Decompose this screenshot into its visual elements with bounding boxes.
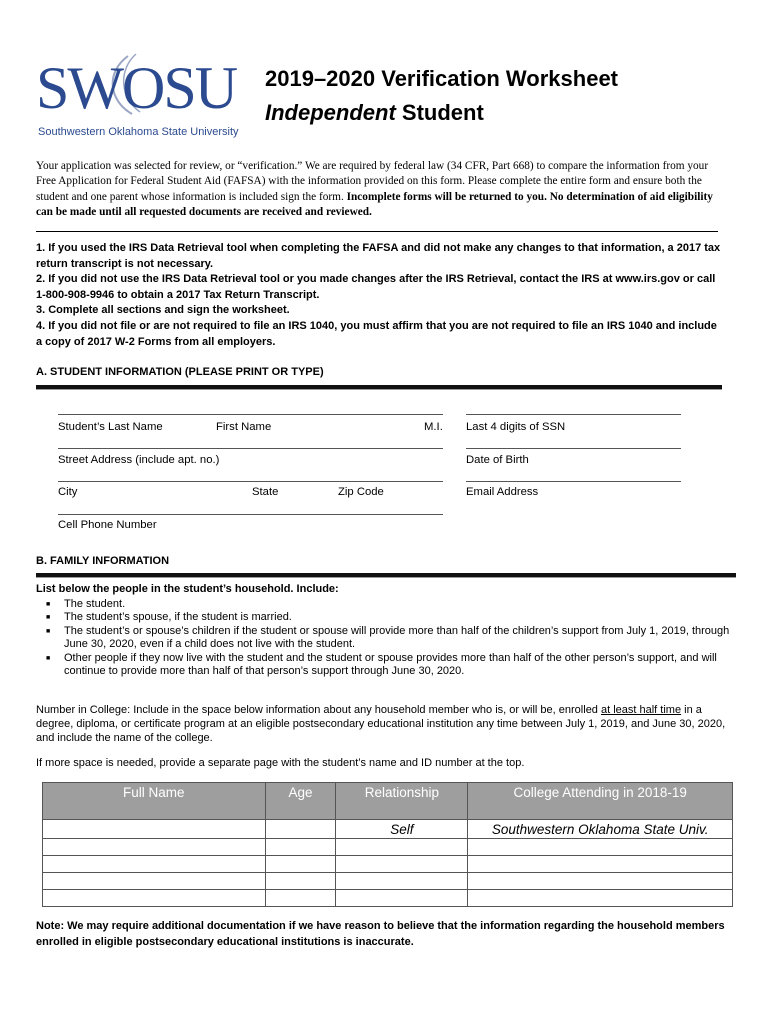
household-list-heading: List below the people in the student’s household. Include:	[36, 583, 339, 595]
city-label: City	[58, 486, 78, 498]
step-item: 1. If you used the IRS Data Retrieval tool when completing the FAFSA and did not make any changes to that information, a 2017 tax return transcript is not necessary.	[36, 242, 721, 270]
cell-college[interactable]	[468, 890, 733, 907]
state-label: State	[252, 486, 279, 498]
bullet-item: ■ The student’s or spouse’s children if the student or spouse will provide more than half of the children’s support from July 1, 2019, through June 30, 2020, even if a child does not live with the student.	[46, 625, 746, 652]
more-space-note: If more space is needed, provide a separate page with the student’s name and ID number at the top.	[36, 757, 525, 769]
street-label: Street Address (include apt. no.)	[58, 454, 220, 466]
table-row	[43, 839, 733, 856]
logo-subtitle: Southwestern Oklahoma State University	[38, 126, 239, 138]
table-row	[43, 890, 733, 907]
col-header-age: Age	[265, 783, 336, 820]
cell-college: Southwestern Oklahoma State Univ.	[468, 820, 733, 839]
zip-label: Zip Code	[338, 486, 384, 498]
logo-wordmark: SWOSU	[36, 55, 237, 121]
subtitle-rest: Student	[395, 100, 484, 125]
ssn-label: Last 4 digits of SSN	[466, 421, 566, 433]
cell-college[interactable]	[468, 873, 733, 890]
first-name-label: First Name	[216, 421, 272, 433]
cell-label: Cell Phone Number	[58, 519, 157, 531]
city-field-line[interactable]	[58, 481, 443, 482]
cell-full-name[interactable]	[43, 890, 266, 907]
cell-full-name[interactable]	[43, 820, 266, 839]
page-subtitle	[265, 100, 484, 126]
page-title: 2019–2020 Verification Worksheet	[265, 66, 619, 91]
swosu-logo	[36, 52, 239, 144]
cell-college[interactable]	[468, 839, 733, 856]
subtitle-italic: Independent	[265, 100, 396, 125]
bullet-item: ■ The student.	[46, 598, 746, 611]
dob-label: Date of Birth	[466, 454, 529, 466]
table-header-row	[43, 783, 733, 820]
number-in-college-paragraph	[36, 703, 736, 745]
street-field-line[interactable]	[58, 448, 443, 449]
cell-age[interactable]	[265, 820, 336, 839]
cell-relationship[interactable]	[336, 856, 468, 873]
step-item: 4. If you did not file or are not required to file an IRS 1040, you must affirm that you are not required to file an IRS 1040 and include a copy of 2017 W-2 Forms from all employers.	[36, 319, 717, 348]
intro-bold: Incomplete forms will be returned to you. No determination of aid eligibility can be made until all requested documents are received and reviewed.	[36, 190, 713, 219]
cell-relationship[interactable]	[336, 873, 468, 890]
table-row	[43, 856, 733, 873]
cell-age[interactable]	[265, 856, 336, 873]
table-row	[43, 873, 733, 890]
cell-age[interactable]	[265, 873, 336, 890]
dob-field-line[interactable]	[466, 448, 681, 449]
household-table	[42, 782, 733, 907]
step-item: 2. If you did not use the IRS Data Retrieval tool or you made changes after the IRS Retrieval, contact the IRS at www.irs.gov or call 1-800-908-9946 to obtain a 2017 Tax Return Transcript.	[36, 273, 716, 301]
ssn-field-line[interactable]	[466, 414, 681, 415]
step-item: 3. Complete all sections and sign the worksheet.	[36, 304, 290, 317]
cell-full-name[interactable]	[43, 839, 266, 856]
last-name-label: Student’s Last Name	[58, 421, 163, 433]
section-a-bar	[36, 385, 722, 390]
cell-full-name[interactable]	[43, 856, 266, 873]
cell-field-line[interactable]	[58, 514, 443, 515]
col-header-full-name: Full Name	[43, 783, 266, 820]
college-para-a: Number in College: Include in the space below information about any household member who is, or will be, enrolled	[36, 704, 601, 716]
bullet-item: ■ The student’s spouse, if the student is married.	[46, 611, 746, 624]
section-a-heading: A. STUDENT INFORMATION (PLEASE PRINT OR TYPE)	[36, 366, 324, 378]
cell-age[interactable]	[265, 890, 336, 907]
bullet-item: ■ Other people if they now live with the student and the student or spouse provides more than half of the other person’s support, and will continue to provide more than half of that person’s support through June 30, 2020.	[46, 652, 746, 679]
cell-relationship[interactable]	[336, 890, 468, 907]
table-row	[43, 820, 733, 839]
household-bullets	[46, 598, 746, 678]
col-header-relationship: Relationship	[336, 783, 468, 820]
college-para-underline: at least half time	[600, 704, 682, 716]
intro-text: Your application was selected for review, or “verification.” We are required by federal law (34 CFR, Part 668) to compare the information from your Free Application for Federal Student Aid (FAFSA) with the information provided on this form. Please complete the entire form and ensure both the student and one parent whose information is included sign the form.	[36, 160, 709, 203]
cell-relationship: Self	[336, 820, 468, 839]
documentation-note: Note: We may require additional documentation if we have reason to believe that the information regarding the household members enrolled in eligible postsecondary educational institutions is inaccurate.	[36, 920, 725, 948]
intro-paragraph	[36, 159, 720, 221]
section-b-heading: B. FAMILY INFORMATION	[36, 555, 170, 567]
email-label: Email Address	[466, 486, 539, 498]
email-field-line[interactable]	[466, 481, 681, 482]
section-b-bar	[36, 573, 736, 578]
cell-age[interactable]	[265, 839, 336, 856]
mi-label: M.I.	[424, 421, 443, 433]
college-para-b: in a degree, diploma, or certificate program at an eligible postsecondary educational institution any time between July 1, 2019, and June 30, 2020, and include the name of the college.	[36, 704, 726, 744]
name-field-line[interactable]	[58, 414, 443, 415]
cell-college[interactable]	[468, 856, 733, 873]
cell-relationship[interactable]	[336, 839, 468, 856]
divider	[36, 231, 718, 232]
instruction-steps	[36, 241, 726, 350]
cell-full-name[interactable]	[43, 873, 266, 890]
col-header-college: College Attending in 2018-19	[468, 783, 733, 820]
